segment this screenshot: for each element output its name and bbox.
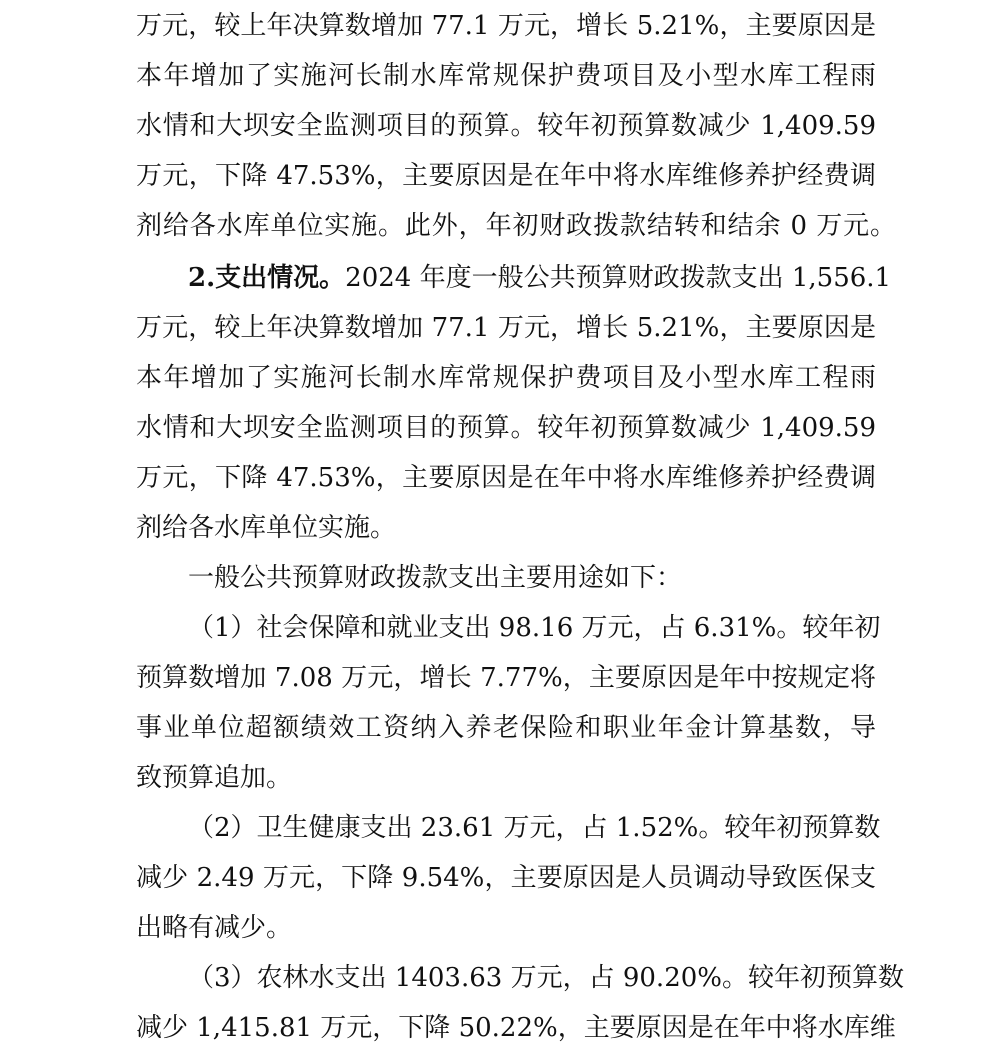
paragraph-line: 出略有减少。: [136, 913, 293, 943]
paragraph-line: 减少 2.49 万元，下降 9.54%，主要原因是人员调动导致医保支: [136, 863, 876, 893]
paragraph-line: 剂给各水库单位实施。此外，年初财政拨款结转和结余 0 万元。: [136, 211, 896, 241]
paragraph-line: 万元，下降 47.53%，主要原因是在年中将水库维修养护经费调: [136, 161, 876, 191]
paragraph-line: 事业单位超额绩效工资纳入养老保险和职业年金计算基数，导: [136, 713, 876, 743]
section-heading-text: 2024 年度一般公共预算财政拨款支出 1,556.1: [345, 263, 892, 293]
paragraph-line: 本年增加了实施河长制水库常规保护费项目及小型水库工程雨: [136, 363, 876, 393]
section-heading-line: [188, 256, 892, 300]
paragraph-line: 万元，较上年决算数增加 77.1 万元，增长 5.21%，主要原因是: [136, 313, 876, 343]
paragraph-line: 万元，下降 47.53%，主要原因是在年中将水库维修养护经费调: [136, 463, 876, 493]
paragraph-line: 剂给各水库单位实施。: [136, 513, 397, 543]
paragraph-line: 水情和大坝安全监测项目的预算。较年初预算数减少 1,409.59: [136, 111, 876, 141]
paragraph-line: 减少 1,415.81 万元，下降 50.22%，主要原因是在年中将水库维: [136, 1013, 896, 1043]
paragraph-line: 预算数增加 7.08 万元，增长 7.77%，主要原因是年中按规定将: [136, 663, 876, 693]
paragraph-line: 一般公共预算财政拨款支出主要用途如下：: [188, 563, 683, 593]
list-item-line: （2）卫生健康支出 23.61 万元，占 1.52%。较年初预算数: [188, 813, 881, 843]
list-item-line: （1）社会保障和就业支出 98.16 万元，占 6.31%。较年初: [188, 613, 881, 643]
section-heading: 2.支出情况。: [188, 263, 346, 293]
paragraph-line: 水情和大坝安全监测项目的预算。较年初预算数减少 1,409.59: [136, 413, 876, 443]
list-item-line: （3）农林水支出 1403.63 万元，占 90.20%。较年初预算数: [188, 963, 904, 993]
paragraph-line: 本年增加了实施河长制水库常规保护费项目及小型水库工程雨: [136, 61, 876, 91]
paragraph-line: 万元，较上年决算数增加 77.1 万元，增长 5.21%，主要原因是: [136, 11, 876, 41]
paragraph-line: 致预算追加。: [136, 763, 293, 793]
